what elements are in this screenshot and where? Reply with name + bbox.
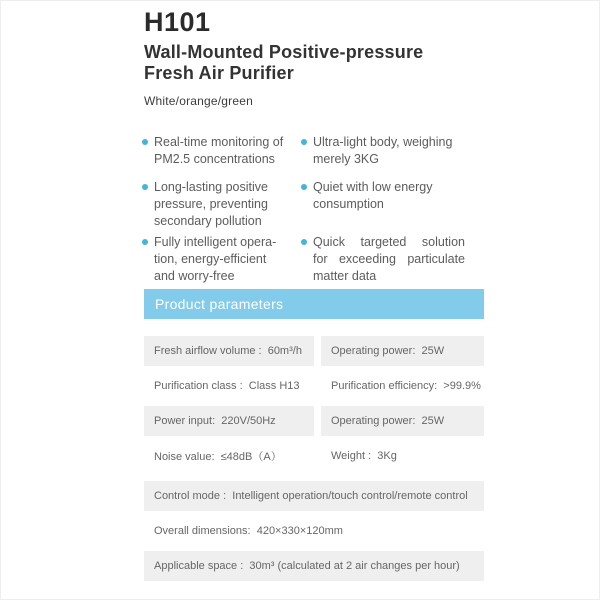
feature-text: Quiet with low energy (313, 180, 433, 194)
bullet-dot-icon (301, 139, 307, 145)
param-cell: Operating power: 25W (321, 406, 484, 436)
table-row (144, 551, 484, 581)
bullet-dot-icon (142, 184, 148, 190)
feature-text: for exceeding particulate (313, 252, 465, 266)
feature-item (301, 179, 465, 213)
param-cell: Power input: 220V/50Hz (144, 406, 314, 436)
feature-text: matter data (313, 269, 377, 283)
feature-text: Ultra-light body, weighing (313, 135, 453, 149)
table-row (144, 406, 484, 436)
bullet-dot-icon (301, 184, 307, 190)
feature-text: pressure, preventing (154, 197, 268, 211)
feature-list (142, 131, 486, 289)
feature-text: Real-time monitoring of (154, 135, 284, 149)
param-cell: Operating power: 25W (321, 336, 484, 366)
feature-item (142, 234, 276, 285)
feature-text: secondary pollution (154, 214, 262, 228)
table-row (144, 371, 484, 401)
feature-item (301, 134, 465, 168)
product-parameters-header: Product parameters (144, 289, 484, 319)
bullet-dot-icon (142, 139, 148, 145)
feature-text: Long-lasting positive (154, 180, 268, 194)
bullet-dot-icon (142, 239, 148, 245)
param-cell: Control mode : Intelligent operation/touch control/remote control (144, 481, 484, 511)
feature-text: and worry-free (154, 269, 235, 283)
param-cell: Overall dimensions: 420×330×120mm (154, 525, 343, 537)
feature-column-right (301, 131, 481, 289)
table-row (144, 336, 484, 366)
table-row (144, 516, 484, 546)
feature-text: Fully intelligent opera- (154, 235, 277, 249)
feature-text: Quick targeted solution (313, 235, 465, 249)
feature-item (142, 134, 283, 168)
param-cell: Weight : 3Kg (331, 450, 397, 462)
table-row (144, 481, 484, 511)
table-row (144, 441, 484, 471)
model-name: H101 (144, 7, 211, 37)
param-cell: Purification class : Class H13 (154, 380, 300, 392)
feature-text: merely 3KG (313, 152, 379, 166)
feature-item (301, 234, 465, 285)
param-cell: Applicable space : 30m³ (calculated at 2 air changes per hour) (144, 551, 484, 581)
param-cell: Purification efficiency: >99.9% (331, 380, 481, 392)
param-cell: Noise value: ≤48dB（A） (154, 451, 282, 463)
feature-column-left (142, 131, 302, 289)
feature-text: consumption (313, 197, 384, 211)
parameters-table (144, 336, 484, 586)
bullet-dot-icon (301, 239, 307, 245)
param-cell: Fresh airflow volume : 60m³/h (144, 336, 314, 366)
feature-text: tion, energy-efficient (154, 252, 267, 266)
product-title (144, 42, 423, 84)
product-title-line1: Wall-Mounted Positive-pressure (144, 42, 424, 62)
product-title-line2: Fresh Air Purifier (144, 63, 294, 83)
color-options: White/orange/green (144, 94, 253, 108)
feature-text: PM2.5 concentrations (154, 152, 275, 166)
feature-item (142, 179, 268, 230)
